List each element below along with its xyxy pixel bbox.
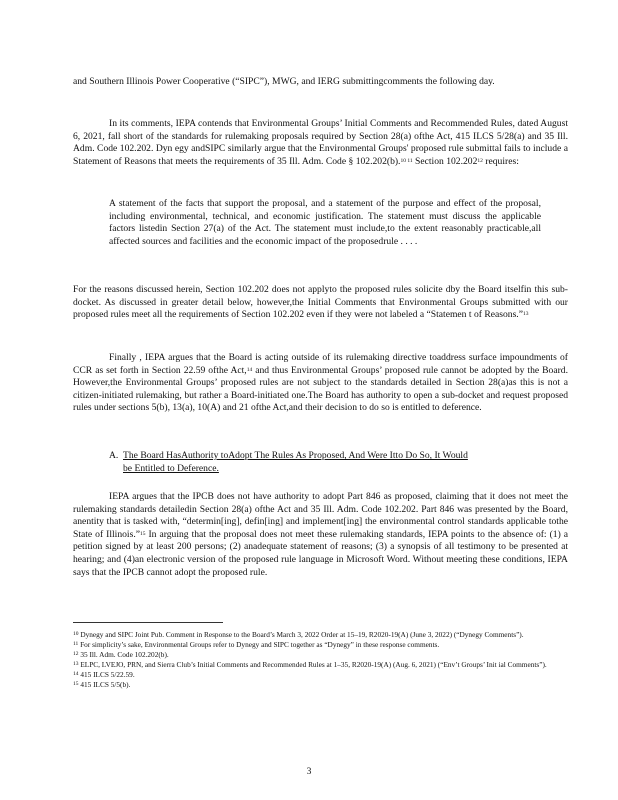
footnote-ref: 10 11 xyxy=(400,157,413,164)
footnote-number: 10 xyxy=(73,631,79,637)
paragraph-text: In arguing that the proposal does not meet these rulemaking standards, IEPA points to the absence of: (1) a petition signed by at least 200 persons; (2) anadequate statement of reasons; (3) a synopsis of all testimony to be presented at hearing; and (4)an electronic version of the proposed rule language in Microsoft Word. Without meeting these conditions, IEPA says that the IPCB cannot adopt the proposed rule. xyxy=(73,528,569,578)
paragraph-text: In its comments, IEPA contends that Environmental Groups’ Initial Comments and Recommended Rules, dated August 6, 2021, fall short of the standards for rulemaking proposals required by Section 28(a) ofthe Act, 415 ILCS 5/28(a) and 35 Ill. Adm. Code 102.202. Dyn egy andSIPC similarly argue that the Environmental Groups' proposed rule submittal fails to include a Statement of Reasons that meets the requirements of 35 Ill. Adm. Code § 102.202(b). xyxy=(73,118,568,167)
paragraph-text: Finally , IEPA argues that the Board is acting outside of its rulemaking directive toaddress surface impoundments of CCR as set forth in Section 22.59 ofthe Act, xyxy=(73,352,568,376)
footnote-ref: 13 xyxy=(522,311,529,318)
footnote-text: 35 Ill. Adm. Code 102.202(b). xyxy=(78,650,169,659)
footnote-text: For simplicity’s sake, Environmental Groups refer to Dynegy and SIPC together as “Dynegy” in these response comments. xyxy=(78,640,440,649)
footnote-number: 11 xyxy=(73,641,79,647)
paragraph-text: Section 102.202 xyxy=(412,155,478,167)
footnote-number: 13 xyxy=(73,661,79,667)
heading-line-2: be Entitled to Deference. xyxy=(123,462,219,474)
footnote-ref: 15 xyxy=(140,530,146,537)
footnote-number: 14 xyxy=(73,671,79,677)
quote-text: A statement of the facts that support the proposal, and a statement of the purpose and effect of the proposal, including environmental, technical, and economic justification. The statement must discuss the applicable factors listedin Section 27(a) of the Act. The statement must include,to the extent reasonably practicable,all affected sources and facilities and the economic impact of the proposedrule . . . . xyxy=(109,198,541,247)
paragraph-text: and Southern Illinois Power Cooperative (“SIPC”), MWG, and IERG submittingcomments the following day. xyxy=(73,76,495,87)
paragraph-text: IEPA argues that the IPCB does not have authority to adopt Part 846 as proposed, claiming that it does not meet the rulemaking standards detailedin Section 28(a) ofthe Act and 35 Ill. Adm. Code 102.202. Part 846 was presented by the Board, anentity that is tasked with, “determin[ing], defin[ing] and implement[ing] the environmental control standards applicable tothe State of Illinois.” xyxy=(73,491,568,540)
paragraph-text: For the reasons discussed herein, Section 102.202 does not applyto the proposed rules solicite dby the Board itselfin this sub-docket. As discussed in greater detail below, however,the Initial Comments that Environmental Groups submitted with our proposed rules meet all the requirements of Section 102.202 even if they were not labeled a “Statemen t of Reasons.” xyxy=(73,284,568,321)
block-quote xyxy=(109,198,541,248)
footnote xyxy=(73,680,568,690)
heading-letter: A. xyxy=(109,450,119,461)
footnote xyxy=(73,650,568,660)
footnotes-list xyxy=(73,630,568,690)
paragraph-continuation xyxy=(73,76,568,89)
paragraph-reasons xyxy=(73,284,568,322)
footnote-text: ELPC, LVEJO, PRN, and Sierra Club’s Initial Comments and Recommended Rules at 1–35, R2020-19(A) (Aug. 6, 2021) (“Env’t Groups’ Init ial Comments”). xyxy=(78,660,547,669)
paragraph-iepa-contends xyxy=(73,118,568,168)
footnote-number: 12 xyxy=(73,651,79,657)
footnote-ref: 12 xyxy=(477,157,483,164)
footnote xyxy=(73,630,568,640)
footnote xyxy=(73,660,568,670)
footnote xyxy=(73,640,568,650)
footnote xyxy=(73,670,568,680)
section-heading xyxy=(109,450,569,475)
paragraph-argues xyxy=(73,491,568,579)
page-number: 3 xyxy=(306,766,312,777)
paragraph-text: and thus Environmental Groups’ proposed rule cannot be adopted by the Board. However,the Environmental Groups’ proposed rules are not subject to the standards detailed in Section 28(a)as this is not a citizen-initiated rulemaking, but rather a Board-initiated one.The Board has authority to open a sub-docket and request proposed rules under sections 5(b), 13(a), 10(A) and 21 ofthe Act,and their decision to do so is entitled to deference. xyxy=(73,364,568,414)
footnote-text: 415 ILCS 5/5(b). xyxy=(78,680,131,689)
paragraph-finally xyxy=(73,352,568,415)
footnote-divider xyxy=(73,622,223,623)
footnote-text: Dynegy and SIPC Joint Pub. Comment in Response to the Board’s March 3, 2022 Order at 15–19, R2020-19(A) (June 3, 2022) (“Dynegy Comments”). xyxy=(78,630,524,639)
paragraph-text: requires: xyxy=(482,155,519,167)
footnote-text: 415 ILCS 5/22.59. xyxy=(78,670,135,679)
heading-line-1: The Board HasAuthority toAdopt The Rules As Proposed, And Were Itto Do So, It Would xyxy=(123,450,468,461)
footnote-ref: 14 xyxy=(246,366,253,373)
footnote-number: 15 xyxy=(73,681,79,687)
